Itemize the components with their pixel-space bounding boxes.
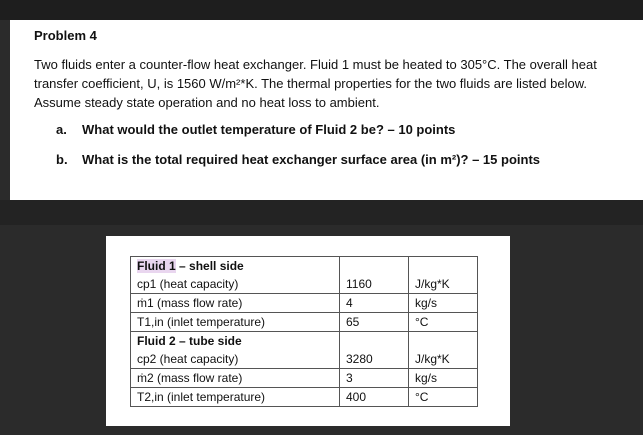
fluid1-side: – shell side [175, 259, 244, 273]
unit-cell: °C [409, 388, 478, 407]
param-cell: T2,in (inlet temperature) [131, 388, 340, 407]
value-cell: 65 [340, 313, 409, 332]
unit-cell: J/kg*K [409, 350, 478, 369]
problem-title: Problem 4 [34, 28, 97, 43]
unit-cell: kg/s [409, 369, 478, 388]
value-cell: 1160 [340, 275, 409, 294]
param-cell: T1,in (inlet temperature) [131, 313, 340, 332]
table-row [131, 313, 478, 332]
value-cell: 3280 [340, 350, 409, 369]
question-b-label: b. [56, 152, 68, 167]
table-row [131, 350, 478, 369]
table-row [131, 294, 478, 313]
unit-cell: °C [409, 313, 478, 332]
fluid2-header: Fluid 2 – tube side [131, 332, 340, 351]
properties-table [130, 256, 478, 407]
question-b [34, 152, 625, 182]
properties-card [106, 236, 510, 426]
top-strip [0, 0, 643, 20]
question-a [34, 122, 625, 152]
table-row [131, 388, 478, 407]
param-cell: ṁ1 (mass flow rate) [131, 294, 340, 313]
question-a-label: a. [56, 122, 67, 137]
param-cell: ṁ2 (mass flow rate) [131, 369, 340, 388]
table-row [131, 369, 478, 388]
param-cell: cp1 (heat capacity) [131, 275, 340, 294]
fluid2-header-row [131, 332, 478, 351]
question-b-text: What is the total required heat exchanger surface area (in m²)? – 15 points [82, 152, 541, 167]
fluid1-header-row [131, 257, 478, 276]
unit-cell: kg/s [409, 294, 478, 313]
value-cell: 4 [340, 294, 409, 313]
question-a-text: What would the outlet temperature of Fluid 2 be? – 10 points [82, 122, 456, 137]
problem-card [10, 20, 643, 200]
value-cell: 400 [340, 388, 409, 407]
section-divider [0, 200, 643, 225]
fluid1-header [131, 257, 340, 276]
fluid1-label: Fluid 1 [137, 259, 176, 273]
param-cell: cp2 (heat capacity) [131, 350, 340, 369]
table-row [131, 275, 478, 294]
value-cell: 3 [340, 369, 409, 388]
problem-description: Two fluids enter a counter-flow heat exchanger. Fluid 1 must be heated to 305°C. The overall heat transfer coefficient, U, is 1560 W/m²*K. The thermal properties for the two fluids are listed below. Assume steady state operation and no heat loss to ambient. [34, 57, 597, 110]
unit-cell: J/kg*K [409, 275, 478, 294]
